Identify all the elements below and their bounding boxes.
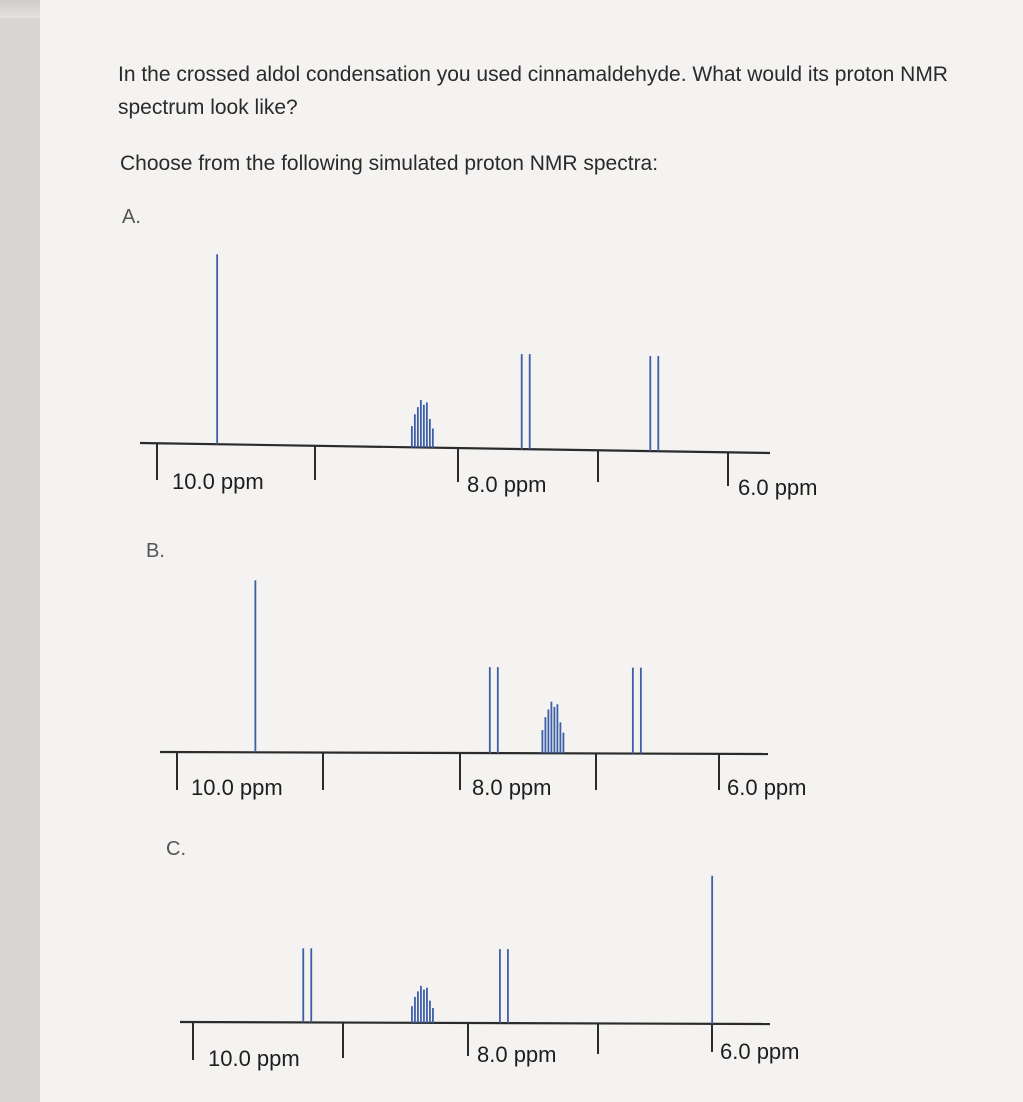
tick-label-6ppm: 6.0 ppm bbox=[738, 475, 818, 500]
tick-label-10ppm: 10.0 ppm bbox=[191, 775, 283, 800]
tick-label-6ppm: 6.0 ppm bbox=[727, 775, 807, 800]
spectrum-a[interactable] bbox=[140, 254, 818, 500]
tick-label-10ppm: 10.0 ppm bbox=[172, 469, 264, 494]
baseline-axis bbox=[140, 443, 770, 453]
tick-label-8ppm: 8.0 ppm bbox=[477, 1042, 557, 1067]
spectrum-c[interactable] bbox=[180, 876, 800, 1071]
question-text: In the crossed aldol condensation you used cinnamaldehyde. What would its proton NMR spectrum look like? bbox=[118, 63, 948, 119]
spectrum-b[interactable] bbox=[160, 580, 807, 800]
option-a-label[interactable]: A. bbox=[122, 206, 141, 228]
choice-prompt: Choose from the following simulated proton NMR spectra: bbox=[120, 152, 659, 175]
tick-label-6ppm: 6.0 ppm bbox=[720, 1039, 800, 1064]
tick-label-10ppm: 10.0 ppm bbox=[208, 1046, 300, 1071]
option-b-label[interactable]: B. bbox=[146, 540, 165, 562]
tick-label-8ppm: 8.0 ppm bbox=[472, 775, 552, 800]
option-c-label[interactable]: C. bbox=[166, 838, 186, 860]
baseline-axis bbox=[160, 752, 768, 754]
baseline-axis bbox=[180, 1022, 770, 1024]
tick-label-8ppm: 8.0 ppm bbox=[467, 472, 547, 497]
